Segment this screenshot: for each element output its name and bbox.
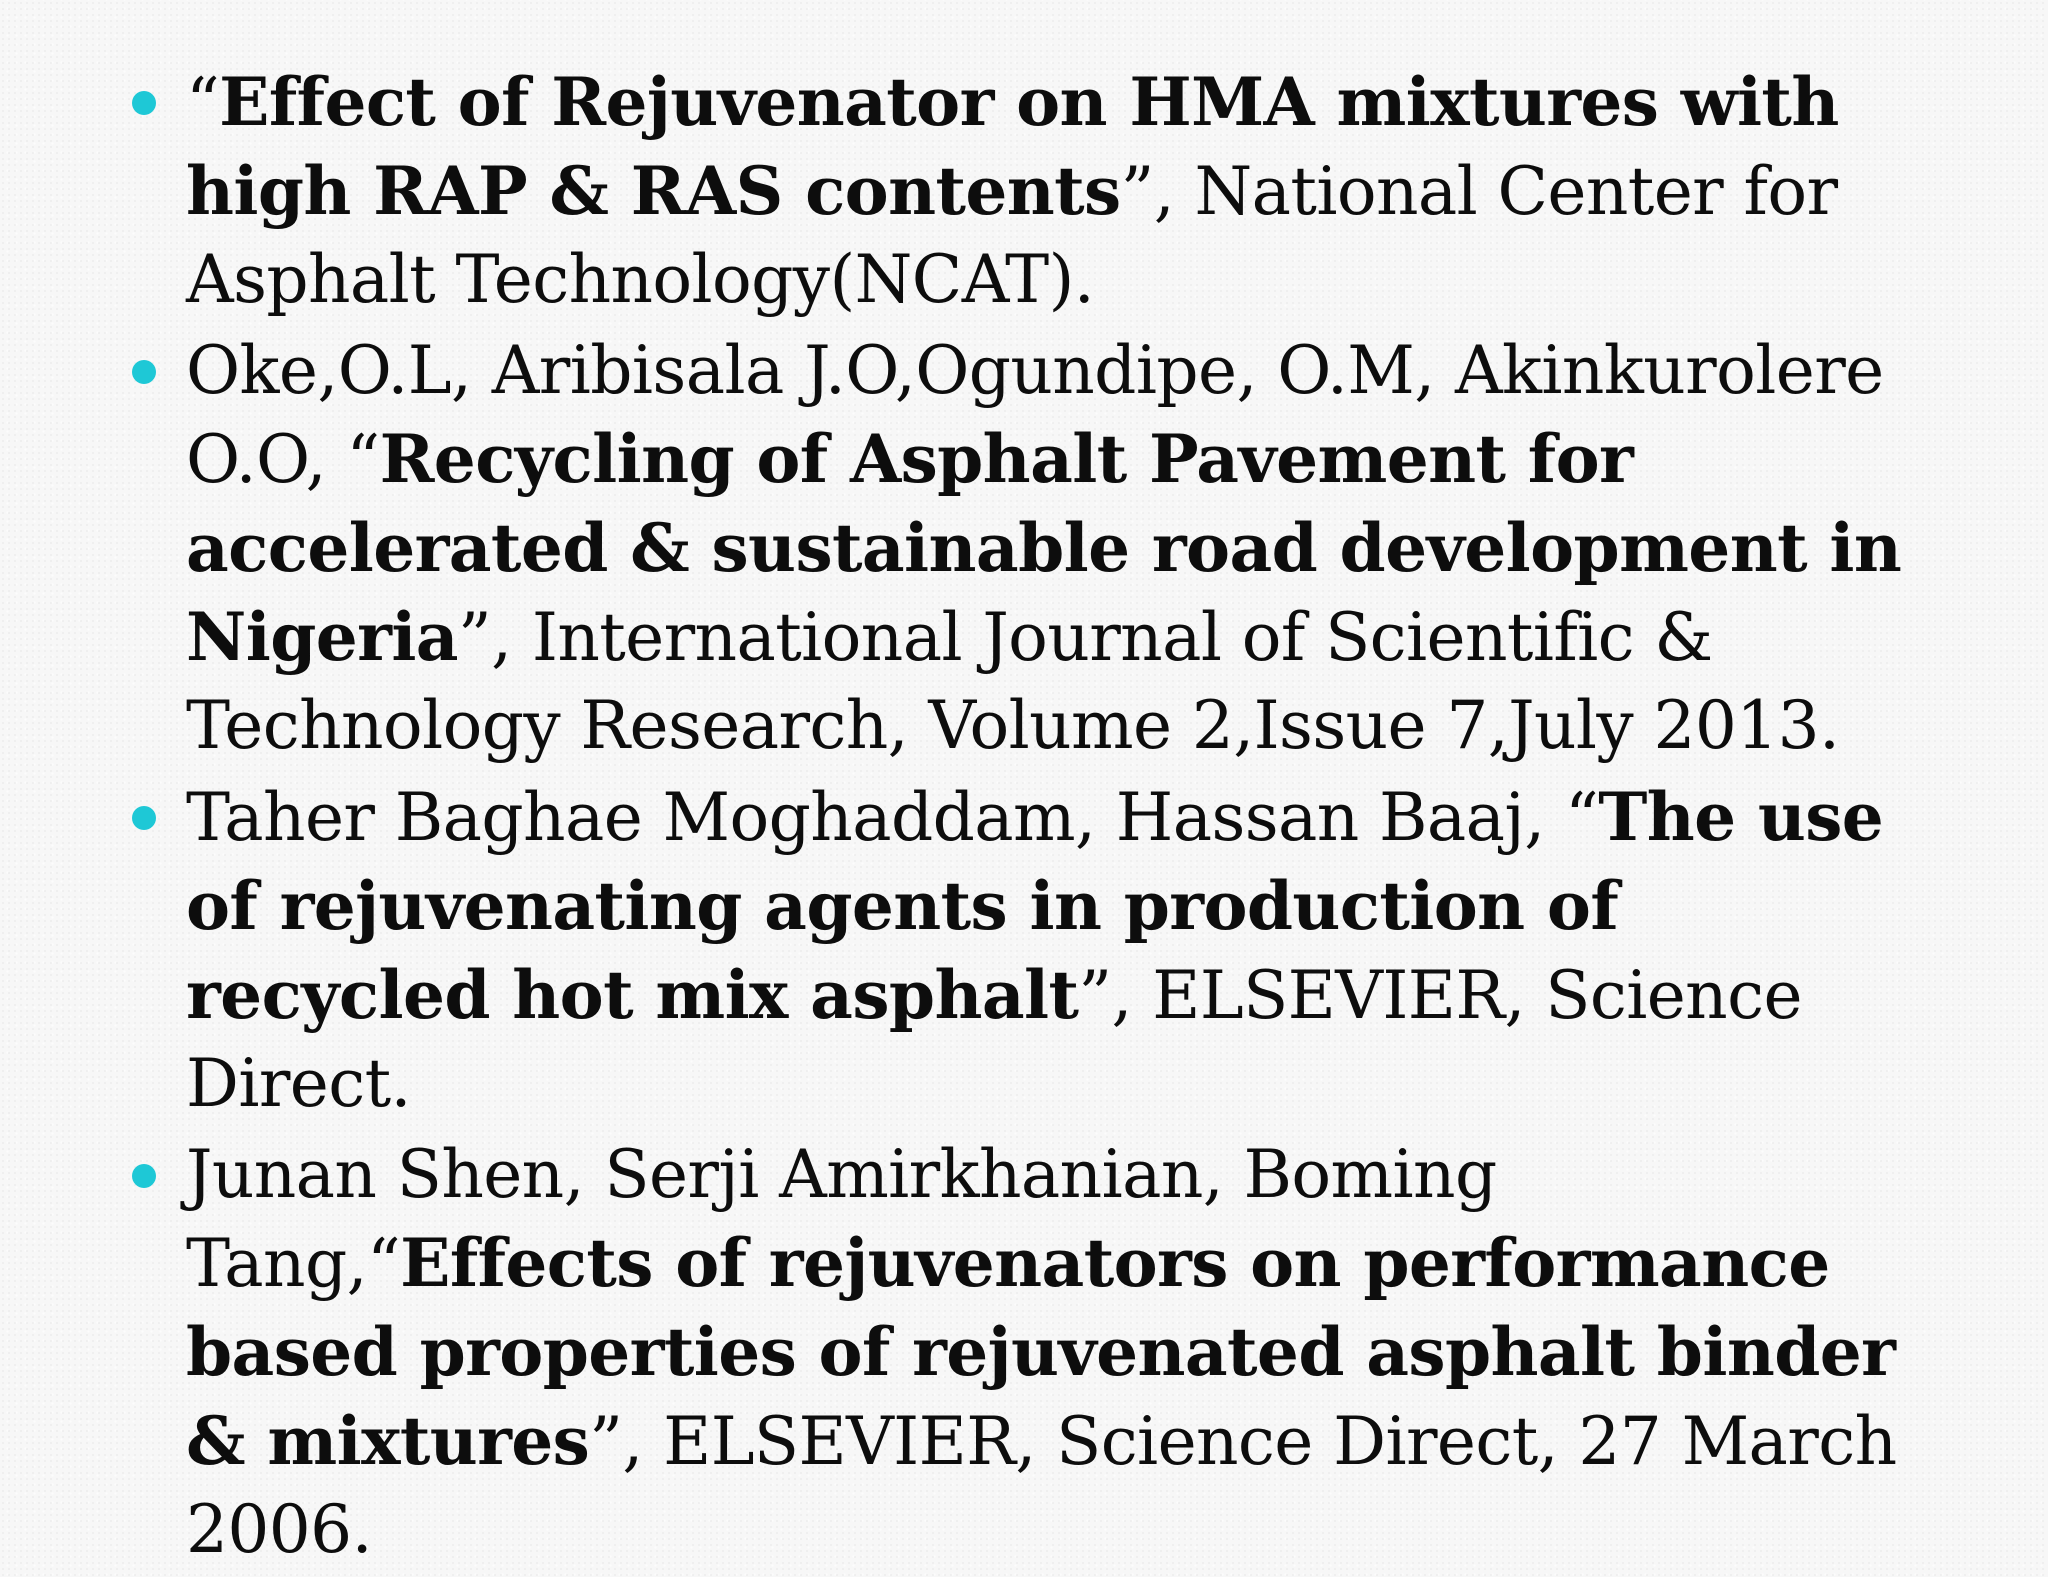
reference-title: The use of rejuvenating agents in production of recycled hot mix asphalt (186, 778, 1884, 1034)
reference-item (130, 327, 1930, 770)
reference-source: ”, ELSEVIER, Science Direct. (186, 957, 1802, 1122)
reference-source: ”, ELSEVIER, Science Direct, 27 March 2006. (186, 1403, 1897, 1568)
reference-title: Effects of rejuvenators on performance based properties of rejuvenated asphalt binder & mixtures (186, 1224, 1896, 1480)
reference-source: ”, National Center for Asphalt Technology(NCAT). (186, 153, 1838, 318)
bullet-icon (132, 91, 156, 115)
reference-title: Recycling of Asphalt Pavement for accelerated & sustainable road development in Nigeria (186, 420, 1902, 676)
reference-open-quote: “ (186, 64, 220, 141)
reference-authors: Taher Baghae Moghaddam, Hassan Baaj, “ (186, 779, 1599, 856)
reference-authors: Junan Shen, Serji Amirkhanian, Boming Tang,“ (186, 1136, 1497, 1302)
reference-title: Effect of Rejuvenator on HMA mixtures with high RAP & RAS contents (186, 63, 1839, 230)
reference-list (130, 58, 1930, 1577)
reference-item (130, 58, 1930, 324)
bullet-icon (132, 1164, 156, 1188)
reference-item (130, 773, 1930, 1128)
reference-authors: Oke,O.L, Aribisala J.O,Ogundipe, O.M, Akinkurolere O.O, “ (186, 332, 1884, 498)
bullet-icon (132, 806, 156, 830)
bullet-icon (132, 360, 156, 384)
reference-source: ”, International Journal of Scientific & Technology Research, Volume 2,Issue 7,July 2013. (186, 599, 1840, 764)
reference-item (130, 1131, 1930, 1574)
